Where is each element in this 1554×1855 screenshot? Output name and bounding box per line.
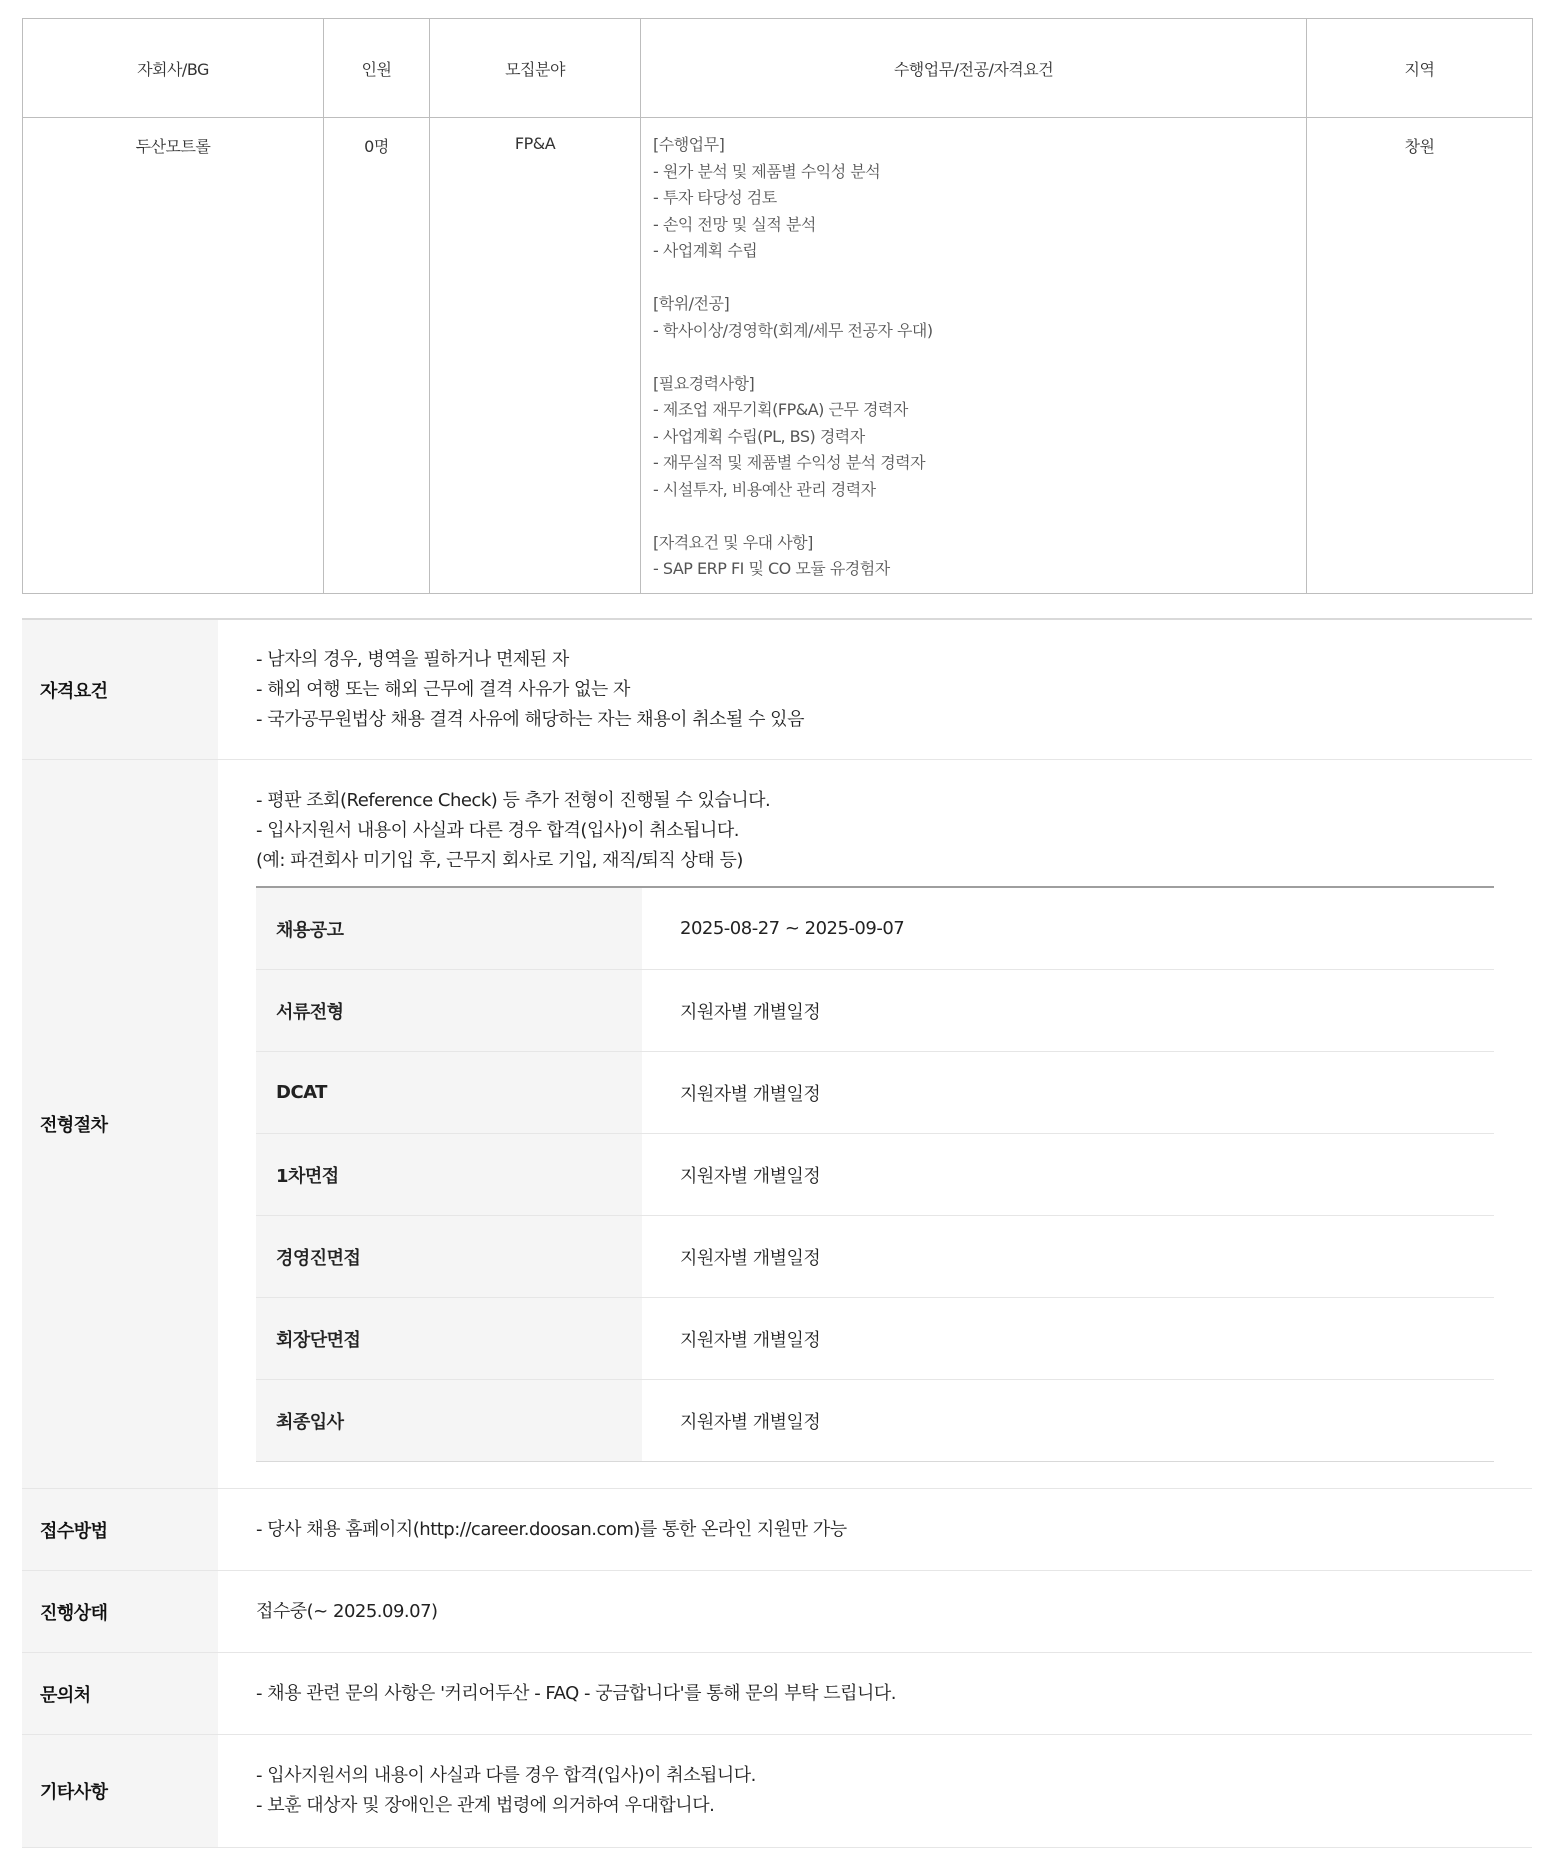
schedule-table [256, 886, 1494, 1462]
cell-headcount: 0명 [324, 118, 430, 594]
info-row-method [22, 1489, 1532, 1571]
schedule-step: 최종입사 [256, 1380, 642, 1461]
info-value [218, 1571, 1532, 1652]
duty-line: - 재무실적 및 제품별 수익성 분석 경력자 [653, 453, 926, 472]
schedule-step: 서류전형 [256, 970, 642, 1051]
table-row [256, 970, 1494, 1052]
cell-field: FP&A [430, 118, 641, 594]
info-label: 기타사항 [22, 1735, 218, 1847]
header-company: 자회사/BG [23, 19, 324, 118]
duty-spacer [653, 503, 1305, 530]
info-value [218, 1489, 1532, 1570]
table-row [256, 1052, 1494, 1134]
info-line: - 입사지원서 내용이 사실과 다른 경우 합격(입사)이 취소됩니다. [256, 820, 740, 841]
table-row [256, 1216, 1494, 1298]
header-duties: 수행업무/전공/자격요건 [641, 19, 1307, 118]
info-value [218, 760, 1532, 1488]
table-row [256, 1134, 1494, 1216]
info-value [218, 1735, 1532, 1847]
duty-line: - 손익 전망 및 실적 분석 [653, 214, 816, 234]
info-row-process [22, 760, 1532, 1489]
info-row-status [22, 1571, 1532, 1653]
duty-spacer [653, 265, 1305, 292]
job-table [22, 18, 1533, 594]
info-label: 전형절차 [22, 760, 218, 1488]
duty-spacer [653, 344, 1305, 371]
table-row [256, 888, 1494, 970]
duty-line: [학위/전공] [653, 294, 730, 313]
schedule-step: DCAT [256, 1052, 642, 1133]
info-line: - 입사지원서의 내용이 사실과 다를 경우 합격(입사)이 취소됩니다. [256, 1765, 756, 1786]
header-region: 지역 [1307, 19, 1533, 118]
schedule-step: 채용공고 [256, 888, 642, 969]
info-label: 자격요건 [22, 620, 218, 759]
duty-line: - 제조업 재무기획(FP&A) 근무 경력자 [653, 400, 908, 419]
schedule-step: 1차면접 [256, 1134, 642, 1215]
schedule-date: 지원자별 개별일정 [680, 1329, 821, 1351]
info-line: - 보훈 대상자 및 장애인은 관계 법령에 의거하여 우대합니다. [256, 1795, 715, 1816]
table-row [23, 118, 1533, 594]
job-table-header-row [23, 19, 1533, 118]
schedule-step: 회장단면접 [256, 1298, 642, 1379]
schedule-date: 지원자별 개별일정 [680, 1411, 821, 1433]
info-line: (예: 파견회사 미기입 후, 근무지 회사로 기입, 재직/퇴직 상태 등) [256, 850, 743, 871]
header-headcount: 인원 [324, 19, 430, 118]
info-line: 접수중(~ 2025.09.07) [256, 1600, 438, 1622]
schedule-step: 경영진면접 [256, 1216, 642, 1297]
info-value [218, 620, 1532, 759]
cell-company: 두산모트롤 [23, 118, 324, 594]
duty-line: - 사업계획 수립 [653, 241, 758, 260]
info-line: - 남자의 경우, 병역을 필하거나 면제된 자 [256, 648, 569, 670]
cell-region: 창원 [1307, 118, 1533, 594]
duty-line: [수행업무] [653, 135, 725, 154]
header-field: 모집분야 [430, 19, 641, 118]
info-row-contact [22, 1653, 1532, 1735]
duty-line: - 사업계획 수립(PL, BS) 경력자 [653, 426, 865, 446]
duty-line: - SAP ERP FI 및 CO 모듈 유경험자 [653, 559, 890, 578]
duty-line: - 원가 분석 및 제품별 수익성 분석 [653, 161, 881, 181]
duty-line: - 투자 타당성 검토 [653, 188, 777, 207]
table-row [256, 1298, 1494, 1380]
info-row-etc [22, 1735, 1532, 1848]
duty-line: - 시설투자, 비용예산 관리 경력자 [653, 479, 876, 499]
info-line: - 국가공무원법상 채용 결격 사유에 해당하는 자는 채용이 취소될 수 있음 [256, 708, 804, 730]
info-line: - 당사 채용 홈페이지(http://career.doosan.com)를 통한 온라인 지원만 가능 [256, 1518, 847, 1540]
schedule-date: 지원자별 개별일정 [680, 1247, 821, 1269]
info-line: - 평판 조회(Reference Check) 등 추가 전형이 진행될 수 있습니다. [256, 790, 771, 811]
schedule-date: 2025-08-27 ~ 2025-09-07 [680, 918, 905, 939]
cell-duties [641, 118, 1307, 594]
info-line: - 채용 관련 문의 사항은 '커리어두산 - FAQ - 궁금합니다'를 통해 문의 부탁 드립니다. [256, 1682, 896, 1704]
schedule-date: 지원자별 개별일정 [680, 1165, 821, 1187]
info-label: 진행상태 [22, 1571, 218, 1652]
info-label: 문의처 [22, 1653, 218, 1734]
schedule-date: 지원자별 개별일정 [680, 1001, 821, 1023]
info-row-qualification [22, 620, 1532, 760]
table-row [256, 1380, 1494, 1461]
duty-line: [필요경력사항] [653, 373, 755, 393]
info-label: 접수방법 [22, 1489, 218, 1570]
recruitment-info [22, 618, 1532, 1848]
duty-line: - 학사이상/경영학(회계/세무 전공자 우대) [653, 320, 933, 340]
info-line: - 해외 여행 또는 해외 근무에 결격 사유가 없는 자 [256, 678, 630, 700]
duty-line: [자격요건 및 우대 사항] [653, 532, 813, 552]
schedule-date: 지원자별 개별일정 [680, 1083, 821, 1105]
info-value [218, 1653, 1532, 1734]
